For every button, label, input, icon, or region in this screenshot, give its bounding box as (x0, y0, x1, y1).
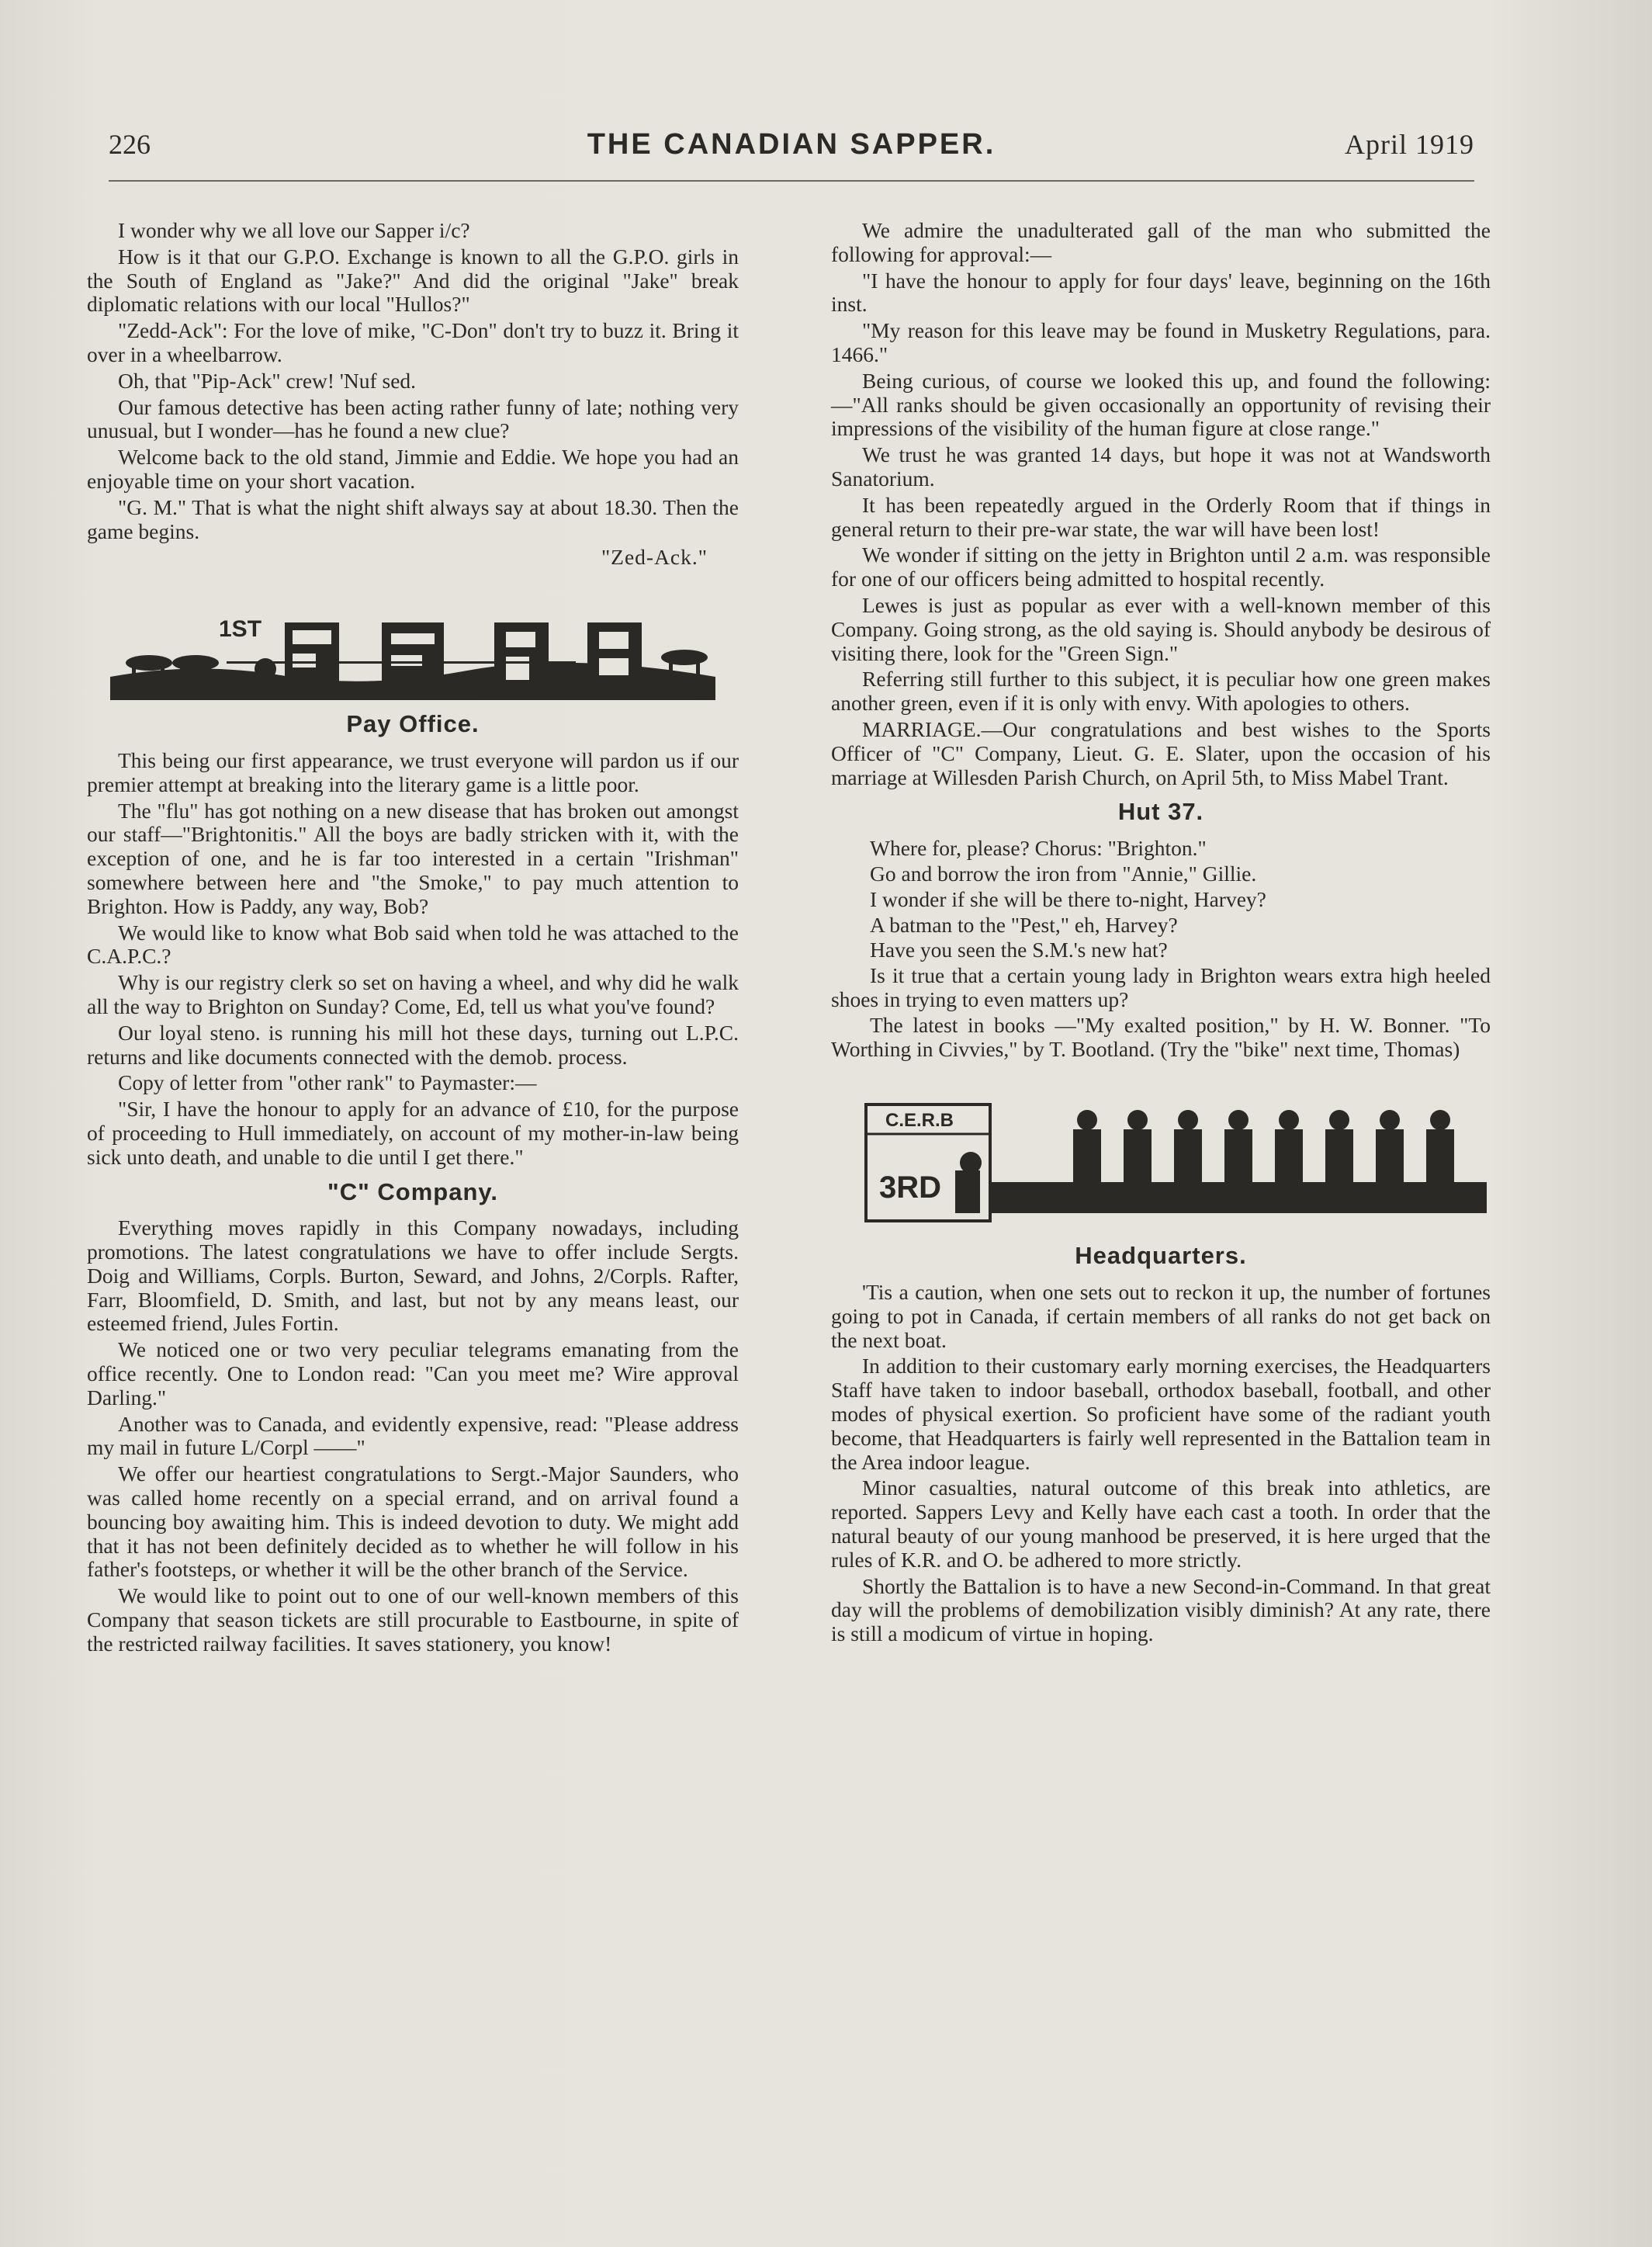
paragraph: Being curious, of course we looked this up, and found the following:—"All ranks should be given occasionally an opportunity of revising their impressions of the visibility of the human figure at close range." (831, 368, 1491, 441)
verse-line: Where for, please? Chorus: "Brighton." (870, 836, 1207, 861)
paragraph: Why is our registry clerk so set on having a wheel, and why did he walk all the way to Brighton on Sunday? Come, Ed, tell us what you've found? (87, 970, 739, 1018)
paragraph: This being our first appearance, we trust everyone will pardon us if our premier attempt at breaking into the literary game is a little poor. (87, 747, 739, 796)
paragraph: "My reason for this leave may be found in Musketry Regulations, para. 1466." (831, 318, 1491, 366)
issue-date: April 1919 (1345, 129, 1474, 160)
publication-title: THE CANADIAN SAPPER. (587, 128, 996, 161)
paragraph: Our loyal steno. is running his mill hot these days, turning out L.P.C. returns and like documents connected with the demob. process. (87, 1020, 739, 1069)
banner-prefix: 1ST (219, 616, 262, 643)
paragraph: We wonder if sitting on the jetty in Brighton until 2 a.m. was responsible for one of our officers being admitted to hospital recently. (831, 543, 1491, 591)
paragraph: "Zedd-Ack": For the love of mike, "C-Don" don't try to buzz it. Bring it over in a wheelbarrow. (87, 318, 739, 366)
page-number: 226 (109, 129, 151, 160)
right-column (831, 219, 1491, 1649)
paragraph: How is it that our G.P.O. Exchange is known to all the G.P.O. girls in the South of England as "Jake?" And did the original "Jake" break diplomatic relations with our local "Hullos?" (87, 244, 739, 317)
paragraph: Oh, that "Pip-Ack" crew! 'Nuf sed. (118, 368, 417, 393)
paragraph: In addition to their customary early morning exercises, the Headquarters Staff have taken to indoor baseball, orthodox baseball, football, and other modes of physical exertion. So proficient have some of the radiant youth become, that Headquarters is fairly well represented in the Battalion team in the Area indoor league. (831, 1354, 1491, 1474)
paragraph: We would like to know what Bob said when told he was attached to the C.A.P.C.? (87, 920, 739, 969)
paragraph: Shortly the Battalion is to have a new Second-in-Command. In that great day will the problems of demobilization visibly diminish? At any rate, there is still a modicum of virtue in hoping. (831, 1573, 1491, 1646)
paragraph: "Sir, I have the honour to apply for an advance of £10, for the purpose of proceeding to Hull immediately, on account of my mother-in-law being sick unto death, and unable to die until I get there." (87, 1097, 739, 1169)
paragraph: The "flu" has got nothing on a new disease that has broken out amongst our staff—"Brightonitis." All the boys are badly stricken with it, with the exception of one, and he is far too interested in a certain "Irishman" somewhere between here and "the Smoke," to pay much attention to Brighton. How is Paddy, any way, Bob? (87, 798, 739, 918)
soldiers-silhouette (831, 1089, 1491, 1227)
paragraph: Is it true that a certain young lady in Brighton wears extra high heeled shoes in trying to even matters up? (831, 963, 1491, 1011)
paragraph: We would like to point out to one of our well-known members of this Company that season tickets are still procurable to Eastbourne, in spite of the restricted railway facilities. It saves stationery, you know! (87, 1583, 739, 1656)
section-title-headquarters: Headquarters. (1075, 1242, 1247, 1270)
paragraph: Welcome back to the old stand, Jimmie and Eddie. We hope you had an enjoyable time on your short vacation. (87, 445, 739, 493)
paragraph: 'Tis a caution, when one sets out to reckon it up, the number of fortunes going to pot in Canada, if certain members of all ranks do not get back on the next boat. (831, 1280, 1491, 1352)
paragraph: Minor casualties, natural outcome of this break into athletics, are reported. Sappers Levy and Kelly have each cast a tooth. In order that the natural beauty of our young manhood be preserved, it is here urged that the rules of K.R. and O. be adhered to more strictly. (831, 1475, 1491, 1572)
paragraph: We trust he was granted 14 days, but hope it was not at Wandsworth Sanatorium. (831, 442, 1491, 491)
paragraph: Referring still further to this subject, it is peculiar how one green makes another green, even if it is only with envy. With apologies to others. (831, 667, 1491, 716)
verse-line: Go and borrow the iron from "Annie," Gillie. (870, 861, 1257, 886)
paragraph: It has been repeatedly argued in the Orderly Room that if things in general return to their pre-war state, the war will have been lost! (831, 492, 1491, 541)
section-title-hut-37: Hut 37. (1117, 798, 1204, 826)
section-title-pay-office: Pay Office. (346, 710, 480, 738)
hut-lines (831, 837, 1491, 1061)
paragraph: We noticed one or two very peculiar telegrams emanating from the office recently. One to London read: "Can you meet me? Wire approval Darling." (87, 1337, 739, 1410)
paragraph: The latest in books —"My exalted position," by H. W. Bonner. "To Worthing in Civvies," by T. Bootland. (Try the "bike" next time, Thomas) (831, 1012, 1491, 1061)
paragraph: I wonder why we all love our Sapper i/c? (118, 218, 470, 242)
page-header (109, 128, 1474, 175)
paragraph: Another was to Canada, and evidently expensive, read: "Please address my mail in future L/Corpl ——" (87, 1411, 739, 1460)
soldiers-banner-illustration (831, 1089, 1491, 1227)
left-column (87, 219, 739, 1659)
paragraph: Copy of letter from "other rank" to Paymaster:— (118, 1070, 537, 1095)
banner-number: 3RD (879, 1170, 942, 1205)
paragraph: MARRIAGE.—Our congratulations and best wishes to the Sports Officer of "C" Company, Lieut. G. E. Slater, upon the occasion of his marriage at Willesden Parish Church, on April 5th, to Miss Mabel Trant. (831, 716, 1491, 789)
verse-line: Have you seen the S.M.'s new hat? (870, 938, 1168, 962)
verse-line: A batman to the "Pest," eh, Harvey? (870, 912, 1178, 937)
paragraph: "G. M." That is what the night shift always say at about 18.30. Then the game begins. (87, 494, 739, 543)
paragraph: "I have the honour to apply for four days' leave, beginning on the 16th inst. (831, 268, 1491, 317)
signature: "Zed-Ack." (601, 545, 708, 570)
cerb-banner-illustration (102, 584, 723, 700)
banner-sign: C.E.R.B (885, 1110, 954, 1132)
paragraph: Lewes is just as popular as ever with a well-known member of this Company. Going strong, as the old saying is. Should anybody be desirous of visiting there, look for the "Green Sign." (831, 592, 1491, 665)
section-title-c-company: "C" Company. (327, 1177, 498, 1205)
paragraph: We offer our heartiest congratulations to Sergt.-Major Saunders, who was called home recently on a special errand, and on arrival found a bouncing boy awaiting him. This is indeed devotion to duty. We might add that it has not been definitely decided as to whether he will follow in his father's footsteps, or whether it will be the other branch of the Service. (87, 1462, 739, 1582)
paragraph: We admire the unadulterated gall of the man who submitted the following for approval:— (831, 218, 1491, 266)
paragraph: Everything moves rapidly in this Company nowadays, including promotions. The latest congratulations we have to offer include Sergts. Doig and Williams, Corpls. Burton, Seward, and Johns, 2/Corpls. Rafter, Farr, Bloomfield, D. Smith, and last, but not by any means least, our esteemed friend, Jules Fortin. (87, 1215, 739, 1336)
verse-line: I wonder if she will be there to-night, Harvey? (870, 886, 1266, 911)
header-rule (109, 180, 1474, 182)
paragraph: Our famous detective has been acting rather funny of late; nothing very unusual, but I wonder—has he found a new clue? (87, 394, 739, 443)
cerb-silhouette (102, 584, 723, 700)
